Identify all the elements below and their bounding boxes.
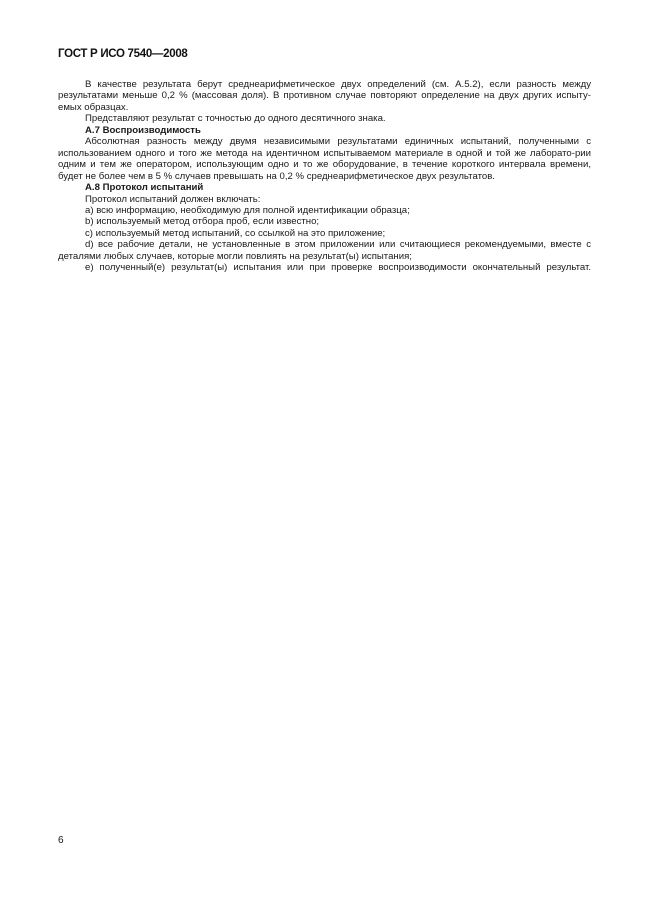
document-header: ГОСТ Р ИСО 7540—2008 xyxy=(58,48,188,60)
list-item-a: a) всю информацию, необходимую для полной идентификации образца; xyxy=(85,204,410,216)
page-number: 6 xyxy=(58,835,64,846)
paragraph-precision: Представляют результат с точностью до одного десятичного знака. xyxy=(85,113,386,125)
document-body xyxy=(58,79,591,274)
list-item-d: d) все рабочие детали, не установленные в этом приложении или считающиеся рекомендуемыми, вместе с деталями любых случаев, которые могли повлиять на результат(ы) испытания; xyxy=(58,239,591,262)
list-item-e: e) полученный(е) результат(ы) испытания или при проверке воспроизводимости окончательный результат. xyxy=(85,262,591,274)
list-item-b: b) используемый метод отбора проб, если известно; xyxy=(85,216,320,228)
section-heading-a7: А.7 Воспроизводимость xyxy=(85,124,201,136)
list-item-c: c) используемый метод испытаний, со ссылкой на это приложение; xyxy=(85,227,386,239)
paragraph-result: В качестве результата берут среднеарифметическое двух определений (см. А.5.2), если разность между результатами меньше 0,2 % (массовая доля). В противном случае повторяют определение на двух других испыту-емых образцах. xyxy=(58,79,591,113)
paragraph-protocol-intro: Протокол испытаний должен включать: xyxy=(85,193,261,205)
section-heading-a8: А.8 Протокол испытаний xyxy=(85,182,204,194)
paragraph-reproducibility: Абсолютная разность между двумя независимыми результатами единичных испытаний, полученными с использованием одного и того же метода на идентичном испытываемом материале в одной и той же лаборато-рии одним и тем же оператором, использующим одно и то же оборудование, в течение короткого интервала времени, будет не более чем в 5 % случаев превышать на 0,2 % среднеарифметическое двух результатов. xyxy=(58,136,591,182)
